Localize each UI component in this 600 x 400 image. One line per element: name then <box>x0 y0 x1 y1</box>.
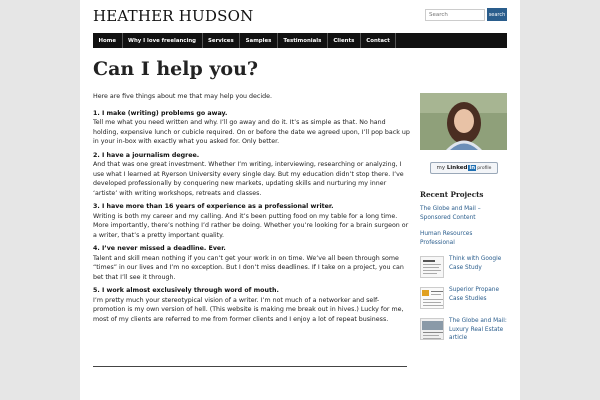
content-divider <box>93 366 407 367</box>
main-nav <box>93 33 507 48</box>
point-title: 2. I have a journalism degree. <box>93 151 200 159</box>
document-thumbnail-icon <box>421 257 444 278</box>
sidebar <box>420 93 507 351</box>
point-title: 3. I have more than 16 years of experience as a professional writer. <box>93 203 334 210</box>
linkedin-brand: Linked <box>446 165 468 171</box>
project-link[interactable]: Superior Propane Case Studies <box>449 287 500 302</box>
project-link[interactable]: The Globe and Mail – Sponsored Content <box>420 206 481 221</box>
point-3 <box>93 202 411 240</box>
nav-item-why-freelancing[interactable]: Why I love freelancing <box>123 33 203 48</box>
profile-photo <box>420 93 507 150</box>
point-2 <box>93 151 411 199</box>
project-link[interactable]: Think with Google Case Study <box>449 256 502 271</box>
document-thumbnail-icon <box>421 319 444 340</box>
point-title: 1. I make (writing) problems go away. <box>93 109 228 117</box>
page-title: Can I help you? <box>93 58 259 80</box>
nav-item-contact[interactable]: Contact <box>361 33 396 48</box>
linkedin-prefix: my <box>436 165 446 171</box>
recent-projects-list <box>420 205 507 343</box>
point-body: And that was one great investment. Whether I’m writing, interviewing, researching or analyzing, I use what I learned at Ryerson University every single day. But my education didn’t stop there. I’ve developed professionally by conquering new markets, updating skills and nurturing my inner ‘artiste’ with writing workshops, retreats and classes. <box>93 161 404 197</box>
nav-item-samples[interactable]: Samples <box>240 33 278 48</box>
point-1 <box>93 109 411 147</box>
search-input[interactable] <box>425 9 485 21</box>
point-title: 5. I work almost exclusively through word of mouth. <box>93 287 279 294</box>
nav-item-clients[interactable]: Clients <box>328 33 361 48</box>
nav-item-services[interactable]: Services <box>203 33 241 48</box>
linkedin-suffix: profile <box>477 165 492 171</box>
linkedin-profile-badge[interactable] <box>430 162 498 174</box>
site-title[interactable]: HEATHER HUDSON <box>93 7 254 25</box>
project-item[interactable] <box>420 255 507 278</box>
document-thumbnail-icon <box>421 288 444 309</box>
project-thumbnail[interactable] <box>420 287 444 309</box>
point-body: Talent and skill mean nothing if you can’t get your work in on time. We’ve all been through some “times” in our lives and I’m no exception. But I don’t miss deadlines. If I take on a project, you can bet that I’ll see it through. <box>93 254 404 281</box>
nav-item-testimonials[interactable]: Testimonials <box>278 33 328 48</box>
point-4 <box>93 244 411 282</box>
page <box>80 0 520 400</box>
project-link[interactable]: The Globe and Mail: Luxury Real Estate article <box>449 318 507 341</box>
intro-text: Here are five things about me that may help you decide. <box>93 93 272 100</box>
project-link[interactable]: Human Resources Professional <box>420 231 473 246</box>
nav-item-home[interactable]: Home <box>93 33 123 48</box>
recent-projects-heading: Recent Projects <box>420 190 484 199</box>
project-thumbnail[interactable] <box>420 318 444 340</box>
project-item[interactable] <box>420 286 507 309</box>
point-body: I’m pretty much your stereotypical vision of a writer. I’m not much of a networker and self-promotion is my own version of hell. (This website is making me break out in hives.) Lucky for me, most of my clients are referred to me from former clients and I enjoy a lot of repeat business. <box>93 296 404 323</box>
point-title: 4. I’ve never missed a deadline. Ever. <box>93 245 226 252</box>
project-thumbnail[interactable] <box>420 256 444 278</box>
point-body: Writing is both my career and my calling. And it’s been putting food on my table for a long time. More importantly, there’s nothing I’d rather be doing. Whether you’re looking for a brain surgeon or a writer, that’s a pretty important quality. <box>93 212 409 239</box>
project-item[interactable] <box>420 317 507 343</box>
main-content <box>93 92 411 328</box>
search-button[interactable]: search <box>487 8 507 21</box>
point-5 <box>93 286 411 324</box>
linkedin-in-icon: in <box>469 165 476 171</box>
project-item[interactable] <box>420 205 507 222</box>
project-item[interactable] <box>420 230 507 247</box>
profile-photo-illustration <box>420 93 507 150</box>
point-body: Tell me what you need written and why. I’ll go away and do it. It’s as simple as that. No hand holding, expensive lunch or cubicle required. On or before the date we agreed upon, I’ll pop back up in your in-box with exactly what you asked for. Only better. <box>93 119 410 145</box>
